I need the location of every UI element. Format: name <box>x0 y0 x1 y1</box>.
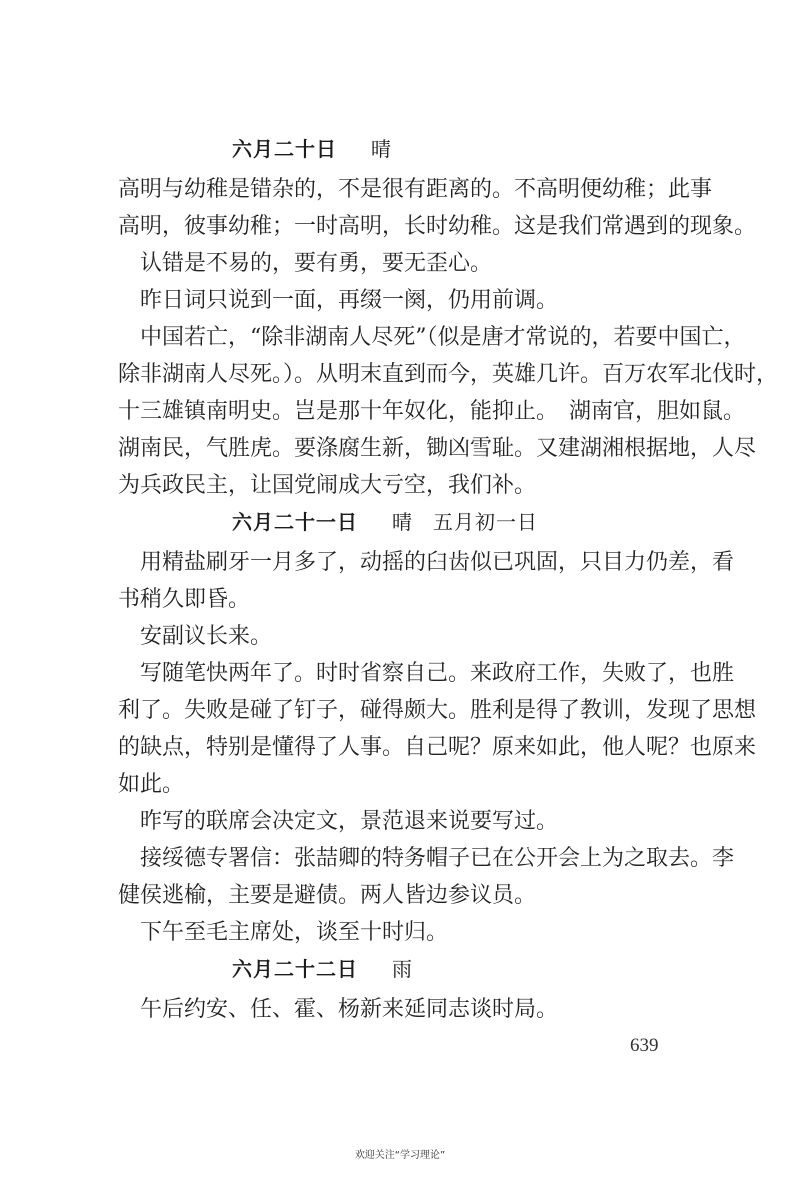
text-line: 午后约安、任、霍、杨新来延同志谈时局。 <box>140 997 559 1022</box>
entry-date: 六月二十二日 <box>232 957 358 981</box>
text-line: 认错是不易的，要有勇，要无歪心。 <box>140 251 493 276</box>
text-line: 接绥德专署信：张喆卿的特务帽子已在公开会上为之取去。李 <box>140 846 735 871</box>
entry-lunar-date: 五月初一日 <box>433 510 538 534</box>
text-line: 下午至毛主席处，谈至十时归。 <box>140 920 449 945</box>
text-line: 健侯逃榆，主要是避债。两人皆边参议员。 <box>118 883 537 908</box>
page-number: 639 <box>630 1035 659 1056</box>
text-line: 的缺点，特别是懂得了人事。自己呢？原来如此，他人呢？也原来 <box>118 735 757 760</box>
footer-note: 欢迎关注“学习理论” <box>354 1150 446 1161</box>
text-line: 为兵政民主，让国党闹成大亏空，我们补。 <box>118 473 537 498</box>
text-line: 书稍久即昏。 <box>118 587 251 612</box>
text-line: 高明，彼事幼稚；一时高明，长时幼稚。这是我们常遇到的现象。 <box>118 214 757 239</box>
text-line: 昨写的联席会决定文，景范退来说要写过。 <box>140 809 559 834</box>
entry-heading <box>232 133 392 162</box>
text-line: 用精盐刷牙一月多了，动摇的臼齿似已巩固，只目力仍差，看 <box>140 550 735 575</box>
text-line: 安副议长来。 <box>140 624 273 649</box>
entry-heading <box>232 953 413 982</box>
text-line: 湖南民，气胜虎。要涤腐生新，锄凶雪耻。又建湖湘根据地，人尽 <box>118 436 757 461</box>
text-line: 十三雄镇南明史。岂是那十年奴化，能抑止。 湖南官，胆如鼠。 <box>118 399 746 424</box>
text-line: 利了。失败是碰了钉子，碰得颇大。胜利是得了教训，发现了思想 <box>118 698 757 723</box>
entry-date: 六月二十日 <box>232 137 337 161</box>
text-line: 写随笔快两年了。时时省察自己。来政府工作，失败了，也胜 <box>140 661 735 686</box>
entry-weather: 雨 <box>392 957 413 981</box>
text-line: 如此。 <box>118 772 185 797</box>
text-line: 中国若亡，“除非湖南人尽死”（似是唐才常说的，若要中国亡， <box>140 325 746 350</box>
entry-date: 六月二十一日 <box>232 510 358 534</box>
entry-weather: 晴 <box>371 137 392 161</box>
text-line: 昨日词只说到一面，再缀一阕，仍用前调。 <box>140 288 559 313</box>
entry-heading <box>232 506 538 535</box>
entry-weather: 晴 <box>392 510 413 534</box>
text-line: 除非湖南人尽死。）。从明末直到而今，英雄几许。百万农军北伐时， <box>118 362 779 387</box>
text-line: 高明与幼稚是错杂的，不是很有距离的。不高明便幼稚；此事 <box>118 177 713 202</box>
